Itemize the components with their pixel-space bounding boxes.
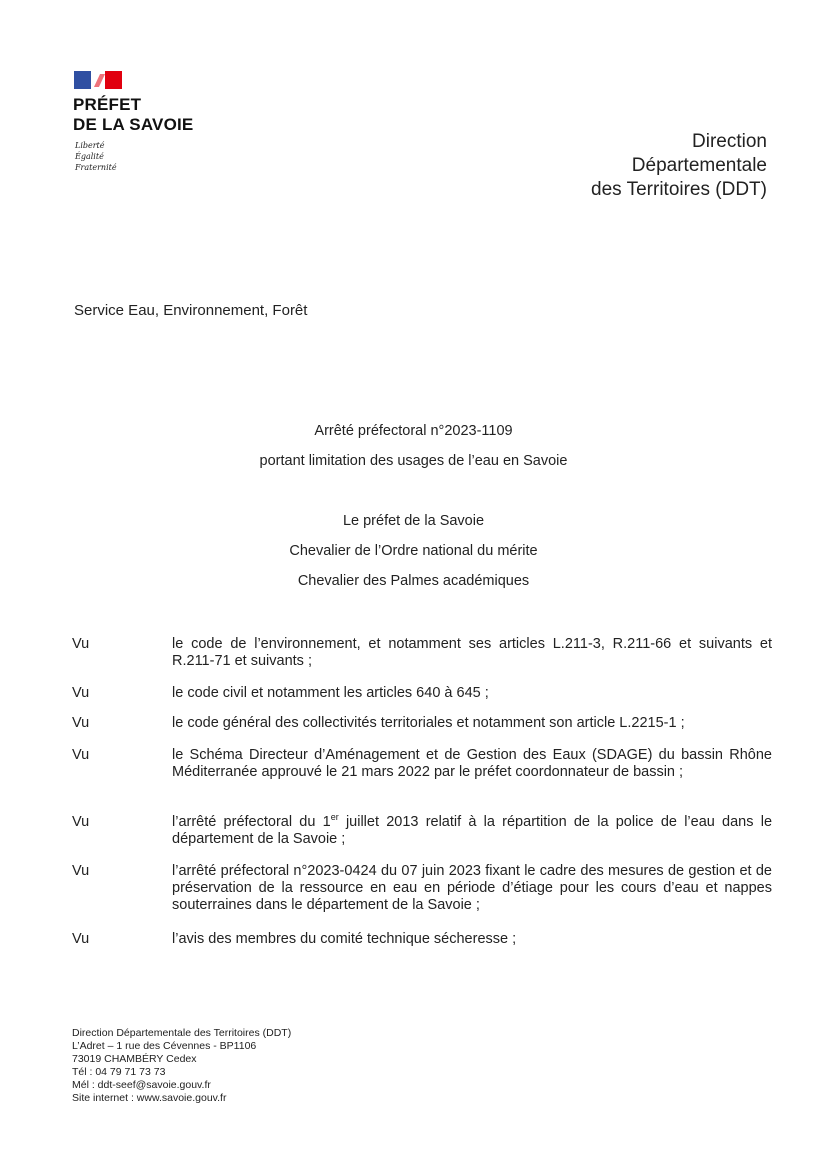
prefect-honor-2: Chevalier des Palmes académiques [297,573,530,589]
vu-item [72,747,772,781]
vu-text: l’arrêté préfectoral du 1er juillet 2013 relatif à la répartition de la police de l’eau dans le département de la Savoie ; [172,812,773,847]
vu-text: l’arrêté préfectoral n°2023-0424 du 07 juin 2023 fixant le cadre des mesures de gestion et de préservation de la ressource en eau en période d’étiage pour les cours d’eau et nappes souterraines dans le département de la Savoie ; [172,863,772,913]
direction-header: Direction Départementale des Territoires (DDT) [591,131,767,200]
service-name: Service Eau, Environnement, Forêt [74,302,308,319]
vu-text: le code civil et notamment les articles 640 à 645 ; [172,685,489,701]
vu-text: le code général des collectivités territoriales et notamment son article L.2215-1 ; [172,715,685,731]
vu-label: Vu [72,863,90,879]
vu-text: l’avis des membres du comité technique sécheresse ; [172,931,517,947]
vu-label: Vu [72,636,90,652]
vu-label: Vu [72,931,90,947]
vu-item [72,931,772,948]
arrete-subject: portant limitation des usages de l’eau en Savoie [259,453,568,469]
vu-item [72,863,772,914]
vu-label: Vu [72,715,90,731]
vu-item [72,636,772,670]
vu-item [72,685,772,702]
prefect-title: Le préfet de la Savoie [342,513,485,529]
website-link[interactable]: Site internet : www.savoie.gouv.fr [72,1092,227,1104]
vu-text: le Schéma Directeur d’Aménagement et de Gestion des Eaux (SDAGE) du bassin Rhône Méditerranée approuvé le 21 mars 2022 par le préfet coordonnateur de bassin ; [172,747,772,780]
arrete-number: Arrêté préfectoral n°2023-1109 [314,423,513,439]
email-link[interactable]: Mél : ddt-seef@savoie.gouv.fr [72,1079,211,1091]
footer-address: Direction Départementale des Territoires (DDT) L’Adret – 1 rue des Cévennes - BP1106 73019 CHAMBÉRY Cedex Tél : 04 79 71 73 73 Mél : ddt-seef@savoie.gouv.fr Site internet : www.savoie.gouv.fr [72,1027,292,1104]
vu-label: Vu [72,685,90,701]
prefect-honor-1: Chevalier de l’Ordre national du mérite [289,543,538,559]
prefet-logo-title: PRÉFET DE LA SAVOIE [73,95,194,134]
french-flag-logo [74,71,122,89]
vu-item [72,814,772,848]
vu-label: Vu [72,814,90,830]
vu-label: Vu [72,747,90,763]
vu-text: le code de l’environnement, et notamment ses articles L.211-3, R.211-66 et suivants et R.211-71 et suivants ; [172,636,772,669]
vu-item [72,715,772,732]
republic-motto: Liberté Égalité Fraternité [75,141,117,172]
